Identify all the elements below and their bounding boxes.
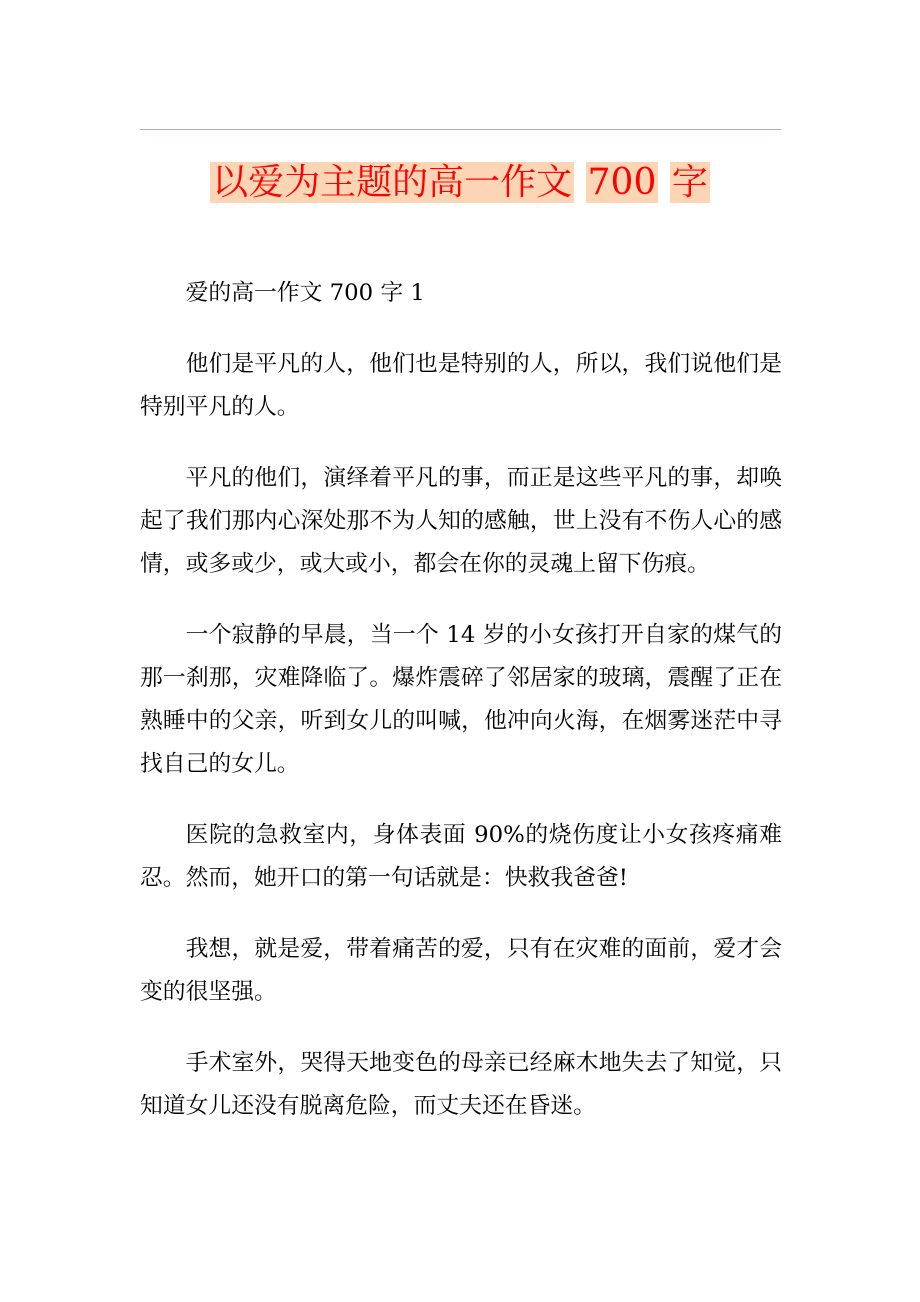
section-heading: 爱的高一作文 700 字 1 xyxy=(185,280,425,306)
paragraph: 手术室外，哭得天地变色的母亲已经麻木地失去了知觉，只知道女儿还没有脱离危险，而丈夫还在昏迷。 xyxy=(140,1050,782,1119)
paragraph: 平凡的他们，演绎着平凡的事，而正是这些平凡的事，却唤起了我们那内心深处那不为人知的感触，世上没有不伤人心的感情，或多或少，或大或小，都会在你的灵魂上留下伤痕。 xyxy=(140,465,782,577)
document-title xyxy=(0,158,920,208)
title-suffix: 字 xyxy=(671,162,708,203)
header-divider xyxy=(140,129,781,130)
paragraph: 一个寂静的早晨，当一个 14 岁的小女孩打开自家的煤气的那一刹那，灾难降临了。爆炸震碎了邻居家的玻璃，震醒了正在熟睡中的父亲，听到女儿的叫喊，他冲向火海，在烟雾迷茫中寻找自己的女儿。 xyxy=(140,622,782,777)
paragraph: 他们是平凡的人，他们也是特别的人，所以，我们说他们是特别平凡的人。 xyxy=(140,351,782,420)
document-body xyxy=(140,272,782,1156)
title-text: 以爱为主题的高一作文 xyxy=(212,162,573,203)
title-number: 700 xyxy=(587,162,657,203)
paragraph: 我想，就是爱，带着痛苦的爱，只有在灾难的面前，爱才会变的很坚强。 xyxy=(140,936,782,1005)
paragraph: 医院的急救室内，身体表面 90%的烧伤度让小女孩疼痛难忍。然而，她开口的第一句话就是：快救我爸爸! xyxy=(140,822,782,891)
